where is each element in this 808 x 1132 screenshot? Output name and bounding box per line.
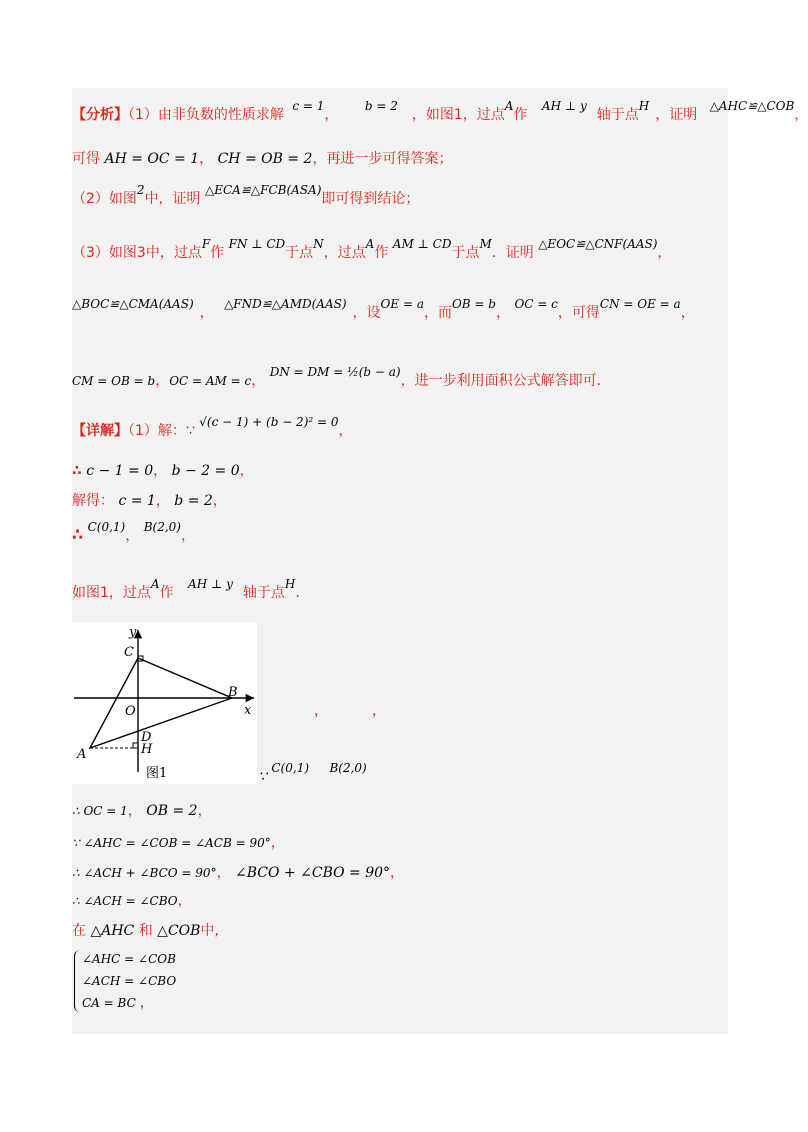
label-d: D (141, 730, 152, 745)
label-x: x (244, 703, 252, 718)
stray-comma-1: ， (314, 703, 328, 719)
step-right-angles: ∵ ∠AHC = ∠COB = ∠ACB = 90°， (72, 835, 285, 851)
label-h: H (141, 742, 153, 757)
analysis-tag: 【分析】 (72, 107, 128, 123)
detail-line-3: 解得： c = 1， b = 2， (72, 493, 227, 509)
detail-line-4: ∴ C(0,1)， B(2,0)， (72, 520, 195, 544)
label-c: C (124, 645, 134, 660)
figure-1-diagram (72, 622, 257, 784)
system-row-2: ∠ACH = ∠CBO (82, 974, 177, 988)
analysis-line-6: CM = OB = b，OC = AM = c， DN = DM = ½(b − a)，进一步利用面积公式解答即可. (72, 365, 602, 389)
step-equal-angles: ∴ ∠ACH = ∠CBO， (72, 893, 192, 909)
stray-comma-2: ， (372, 703, 386, 719)
figure-1 (72, 622, 257, 784)
triangle-abc (90, 658, 232, 748)
detail-tag: 【详解】 (72, 423, 128, 439)
detail-line-5: 如图1，过点A作 AH ⊥ y轴于点H. (72, 577, 300, 601)
detail-line-2: ∴ c − 1 = 0， b − 2 = 0， (72, 463, 254, 479)
step-in-triangles: 在 △AHC 和 △COB中, (72, 923, 219, 939)
step-oc-ob: ∴ OC = 1， OB = 2， (72, 803, 212, 819)
detail-line-1: 【详解】（1）解：∵ √(c − 1) + (b − 2)² = 0， (72, 415, 353, 439)
label-y: y (129, 625, 137, 640)
system-row-1: ∠AHC = ∠COB (82, 952, 176, 966)
analysis-line-1: 【分析】（1）由非负数的性质求解 c = 1， b = 2，如图1，过点A作 AH ⊥ y轴于点H，证明 △AHC≌△COB， (72, 99, 808, 123)
label-b: B (228, 685, 238, 700)
step-angle-sums: ∴ ∠ACH + ∠BCO = 90°， ∠BCO + ∠CBO = 90°， (72, 865, 405, 881)
system-brace (74, 950, 81, 1012)
right-angle-mark-h (133, 743, 138, 748)
system-row-3: CA = BC ， (82, 995, 154, 1011)
because-coordinates-line: ∵ C(0,1) B(2,0) (258, 761, 367, 785)
label-a: A (77, 747, 87, 762)
label-o: O (125, 704, 136, 719)
analysis-line-4: （3）如图3中，过点F作 FN ⊥ CD于点N，过点A作 AM ⊥ CD于点M．证明 △EOC≌△CNF(AAS)， (72, 237, 672, 261)
analysis-line-5: △BOC≌△CMA(AAS)， △FND≌△AMD(AAS)，设OE = a，而OB = b， OC = c，可得CN = OE = a， (72, 297, 695, 321)
analysis-line-3: （2）如图2中，证明 △ECA≌△FCB(ASA)即可得到结论； (72, 183, 420, 207)
analysis-line-2: 可得 AH = OC = 1， CH = OB = 2，再进一步可得答案； (72, 151, 453, 167)
figure-caption: 图1 (146, 766, 168, 781)
